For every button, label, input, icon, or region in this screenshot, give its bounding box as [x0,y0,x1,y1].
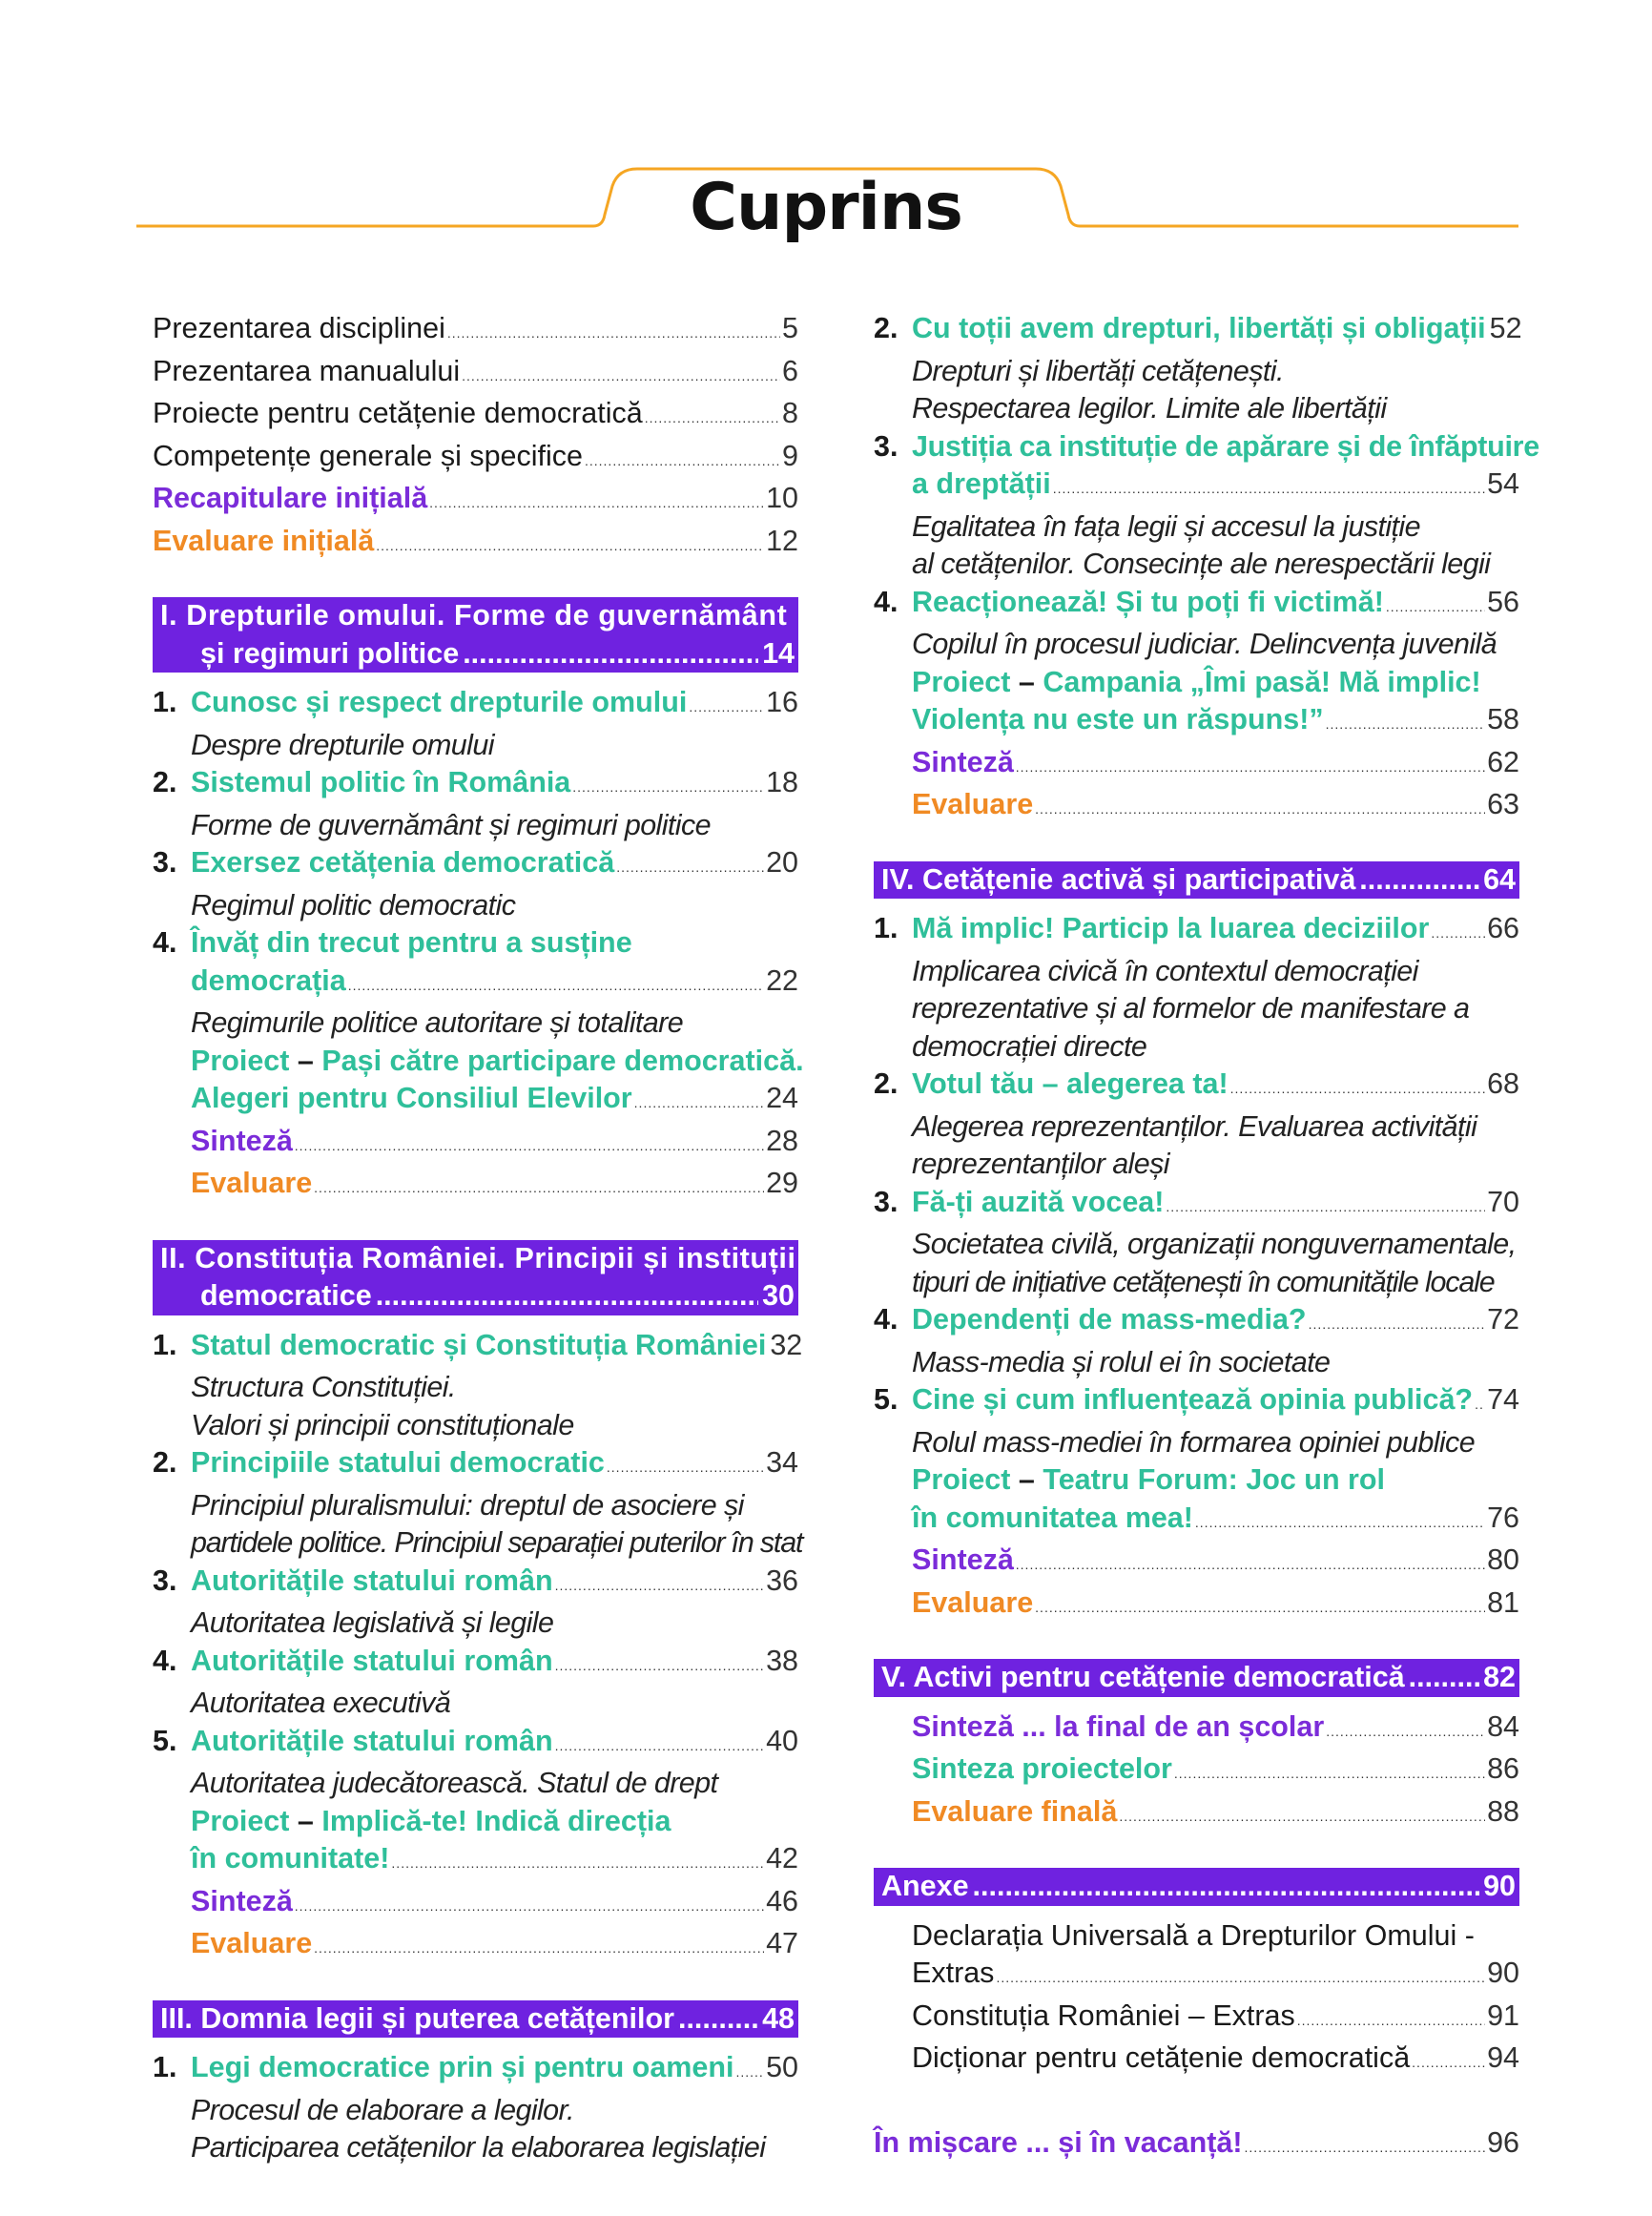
lesson-subtitle: Regimurile politice autoritare și totalitare [191,1006,684,1039]
lesson-subtitle: Valori și principii constituționale [191,1408,574,1441]
unit-banner[interactable]: III. Domnia legii și puterea cetățenilor ..... 48 [153,2000,798,2039]
lesson-subtitle: reprezentative și al formelor de manifestare a [912,992,1470,1025]
project-entry[interactable]: Proiect – Campania „Îmi pasă! Mă implic! [912,665,1481,698]
final-entry[interactable]: În mișcare ... și în vacanță! ..... 96 [874,2124,1519,2167]
annex-entry[interactable]: Constituția României – Extras ..... 91 [874,1998,1519,2040]
annex-entry-cont[interactable]: Extras ..... 90 [874,1955,1519,1998]
lesson-entry[interactable]: 1. Mă implic! Particip la luarea deciziilor ..... 66 [874,910,1519,953]
lesson-entry[interactable]: 5. Autoritățile statului român ..... 40 [153,1723,798,1766]
lesson-subtitle: Societatea civilă, organizații nonguvernamentale, [912,1228,1517,1260]
lesson-subtitle: partidele politice. Principiul separației puterilor în stat [191,1526,803,1559]
lesson-entry[interactable]: 4. Reacționează! Și tu poți fi victimă! ..... 56 [874,584,1519,627]
lesson-subtitle: Structura Constituției. [191,1371,456,1403]
toc-entry[interactable]: Recapitulare inițială ..... 10 [153,480,798,523]
lesson-entry-cont[interactable]: a dreptății ..... 54 [874,466,1519,508]
lesson-subtitle: Copilul în procesul judiciar. Delincvența juvenilă [912,628,1497,660]
evaluare-entry[interactable]: Evaluare ..... 29 [153,1165,798,1208]
unit-banner[interactable]: IV. Cetățenie activă și participativă ..... 64 [874,861,1519,900]
lesson-subtitle: Mass-media și rolul ei în societate [912,1345,1331,1378]
evaluare-entry[interactable]: Evaluare ..... 81 [874,1584,1519,1627]
project-entry-cont[interactable]: în comunitatea mea! ..... 76 [874,1500,1519,1543]
lesson-entry[interactable]: 1. Statul democratic și Constituția României 32 [153,1328,803,1361]
project-entry[interactable]: Proiect – Pași către participare democratică. [191,1044,804,1077]
lesson-subtitle: Autoritatea executivă [191,1687,451,1719]
lesson-subtitle: Forme de guvernământ și regimuri politice [191,808,711,841]
lesson-entry[interactable]: 4. Dependenți de mass-media? ..... 72 [874,1301,1519,1344]
lesson-subtitle: Autoritatea judecătorească. Statul de drept [191,1767,718,1799]
lesson-entry[interactable]: 4. Autoritățile statului român ..... 38 [153,1643,798,1686]
toc-entry[interactable]: Sinteza proiectelor ..... 86 [874,1750,1519,1793]
lesson-entry[interactable]: 1. Cunosc și respect drepturile omului ..... 16 [153,684,798,727]
sinteza-entry[interactable]: Sinteză ..... 62 [874,744,1519,787]
toc-left-column [153,310,804,2167]
toc-entry[interactable]: Evaluare inițială ..... 12 [153,523,798,566]
toc-entry[interactable]: Sinteză ... la final de an școlar ..... 84 [874,1709,1519,1751]
sinteza-entry[interactable]: Sinteză ..... 80 [874,1542,1519,1584]
project-entry-cont[interactable]: Violența nu este un răspuns!” ..... 58 [874,701,1519,744]
lesson-subtitle: Drepturi și libertăți cetățenești. [912,354,1284,387]
lesson-entry[interactable]: 3. Exersez cetățenia democratică ..... 20 [153,844,798,887]
lesson-subtitle: Rolul mass-mediei în formarea opiniei publice [912,1425,1476,1459]
lesson-entry[interactable]: 3. Fă-ți auzită vocea! ..... 70 [874,1184,1519,1227]
lesson-subtitle: Implicarea civică în contextul democrației [912,954,1418,987]
lesson-subtitle: democrației directe [912,1029,1147,1063]
lesson-subtitle: al cetățenilor. Consecințe ale nerespectării legii [912,548,1491,580]
lesson-subtitle: Autoritatea legislativă și legile [191,1606,554,1639]
lesson-subtitle: Procesul de elaborare a legilor. [191,2093,574,2126]
lesson-subtitle: Principiul pluralismului: dreptul de asociere și [191,1488,744,1522]
toc-entry[interactable]: Evaluare finală ..... 88 [874,1793,1519,1836]
lesson-entry[interactable]: 2. Votul tău – alegerea ta! ..... 68 [874,1066,1519,1108]
lesson-entry[interactable]: 1. Legi democratice prin și pentru oameni ..... 50 [153,2049,798,2092]
toc-entry[interactable]: Prezentarea manualului ..... 6 [153,353,798,396]
lesson-entry[interactable]: 2. Principiile statului democratic ..... 34 [153,1444,798,1487]
annex-entry[interactable]: Declarația Universală a Drepturilor Omului - [912,1918,1475,1952]
evaluare-entry[interactable]: Evaluare ..... 47 [153,1925,798,1968]
toc-entry[interactable]: Competențe generale și specifice ..... 9 [153,438,798,481]
sinteza-entry[interactable]: Sinteză ..... 46 [153,1883,798,1926]
lesson-entry[interactable]: 2. Cu toții avem drepturi, libertăți și obligații 52 [874,312,1522,344]
project-entry-cont[interactable]: Alegeri pentru Consiliul Elevilor ..... 24 [153,1080,798,1123]
lesson-entry[interactable]: 3. Autoritățile statului român ..... 36 [153,1563,798,1605]
project-entry-cont[interactable]: în comunitate! ..... 42 [153,1840,798,1883]
lesson-subtitle: Respectarea legilor. Limite ale libertății [912,392,1387,425]
toc-right-column [874,310,1539,2166]
lesson-entry[interactable]: 2. Sistemul politic în România ..... 18 [153,764,798,807]
annex-entry[interactable]: Dicționar pentru cetățenie democratică ..... 94 [874,2040,1519,2082]
intro-section [153,310,798,565]
lesson-subtitle: reprezentanților aleși [912,1148,1169,1180]
lesson-subtitle: tipuri de inițiative cetățenești în comunitățile locale [912,1265,1495,1298]
lesson-subtitle: Despre drepturile omului [191,728,494,761]
page-header [0,0,1652,267]
sinteza-entry[interactable]: Sinteză ..... 28 [153,1123,798,1166]
unit-banner[interactable]: II. Constituția României. Principii și instituții democratice ..... 30 [153,1240,798,1315]
lesson-entry-cont[interactable]: democrația ..... 22 [153,963,798,1005]
project-entry[interactable]: Proiect – Implică-te! Indică direcția [191,1804,671,1837]
lesson-subtitle: Participarea cetățenilor la elaborarea legislației [191,2131,766,2164]
unit-banner[interactable]: V. Activi pentru cetățenie democratică ..... 82 [874,1659,1519,1697]
toc-entry[interactable]: Prezentarea disciplinei ..... 5 [153,310,798,353]
lesson-entry[interactable]: 3. Justiția ca instituție de apărare și de înfăptuire [874,429,1539,463]
unit-banner[interactable]: I. Drepturile omului. Forme de guvernământ și regimuri politice ..... 14 [153,597,798,673]
toc-entry[interactable]: Proiecte pentru cetățenie democratică ..... 8 [153,395,798,438]
lesson-subtitle: Alegerea reprezentanților. Evaluarea activității [912,1109,1477,1143]
lesson-entry[interactable]: 4. Învăț din trecut pentru a susține [153,926,632,959]
lesson-subtitle: Egalitatea în fața legii și accesul la justiție [912,509,1420,543]
annex-banner[interactable]: Anexe ..... 90 [874,1868,1519,1906]
evaluare-entry[interactable]: Evaluare ..... 63 [874,786,1519,829]
lesson-entry[interactable]: 5. Cine și cum influențează opinia publică? ..... 74 [874,1381,1519,1424]
lesson-subtitle: Regimul politic democratic [191,888,516,922]
project-entry[interactable]: Proiect – Teatru Forum: Joc un rol [912,1463,1386,1496]
page-title: Cuprins [690,170,962,245]
